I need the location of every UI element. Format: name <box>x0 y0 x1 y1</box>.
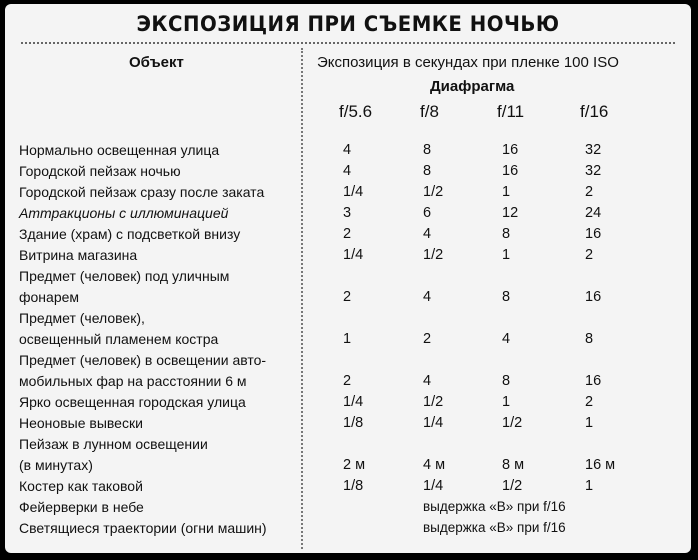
title-divider <box>21 42 675 44</box>
table-row <box>5 434 691 454</box>
exposure-value: 1/4 <box>343 247 364 263</box>
exposure-value: 1/2 <box>502 478 523 494</box>
exposure-value: 24 <box>585 205 602 221</box>
exposure-value: 6 <box>423 205 432 221</box>
table-row <box>5 245 691 265</box>
row-label: мобильных фар на расстоянии 6 м <box>19 373 247 389</box>
exposure-value: 1/4 <box>423 415 444 431</box>
table-row <box>5 413 691 433</box>
exposure-value: 1/4 <box>423 478 444 494</box>
row-label: Городской пейзаж сразу после заката <box>19 184 265 200</box>
exposure-value: 4 <box>423 289 432 305</box>
table-row <box>5 497 691 517</box>
exposure-value: 32 <box>585 142 602 158</box>
table-row <box>5 140 691 160</box>
table-row <box>5 161 691 181</box>
exposure-value: 1 <box>343 331 352 347</box>
header-aperture: Диафрагма <box>430 78 515 95</box>
table-row <box>5 308 691 328</box>
exposure-value: 1/2 <box>423 394 444 410</box>
exposure-value: 8 <box>502 226 511 242</box>
exposure-value: 1 <box>502 184 511 200</box>
row-label: Предмет (человек) в освещении авто- <box>19 352 267 368</box>
exposure-value: 4 <box>423 226 432 242</box>
exposure-value: 1/8 <box>343 478 364 494</box>
fstop-header: f/11 <box>497 102 525 121</box>
exposure-value: 1 <box>502 247 511 263</box>
table-row <box>5 371 691 391</box>
exposure-value: 8 <box>502 373 511 389</box>
exposure-value: 8 <box>423 142 432 158</box>
row-label: Витрина магазина <box>19 247 138 263</box>
exposure-value: 2 <box>343 289 352 305</box>
table-row <box>5 392 691 412</box>
fstop-header: f/5.6 <box>339 102 373 121</box>
header-exposure: Экспозиция в секундах при пленке 100 ISO <box>317 54 619 71</box>
row-label: Костер как таковой <box>19 478 143 494</box>
exposure-value: 4 <box>423 373 432 389</box>
row-label: фонарем <box>19 289 80 305</box>
table-row <box>5 182 691 202</box>
row-label: Неоновые вывески <box>19 415 143 431</box>
exposure-value: 2 <box>585 184 594 200</box>
exposure-value: 1/2 <box>423 184 444 200</box>
exposure-value: 1/8 <box>343 415 364 431</box>
exposure-value: 8 <box>585 331 594 347</box>
row-label: Предмет (человек) под уличным <box>19 268 230 284</box>
exposure-value: 2 <box>423 331 432 347</box>
exposure-value: 2 <box>585 247 594 263</box>
page-title: ЭКСПОЗИЦИЯ ПРИ СЪЕМКЕ НОЧЬЮ <box>136 12 560 36</box>
exposure-value: 16 <box>585 226 602 242</box>
table-row <box>5 329 691 349</box>
exposure-value: 12 <box>502 205 519 221</box>
table-row <box>5 287 691 307</box>
exposure-value: 4 м <box>423 457 446 473</box>
table-row <box>5 455 691 475</box>
row-label: Ярко освещенная городская улица <box>19 394 246 410</box>
exposure-value: 1/2 <box>423 247 444 263</box>
exposure-value: 8 м <box>502 457 525 473</box>
exposure-value: 2 <box>343 226 352 242</box>
exposure-value: 1/4 <box>343 184 364 200</box>
row-label: Предмет (человек), <box>19 310 145 326</box>
table-row <box>5 224 691 244</box>
exposure-value: 16 <box>585 373 602 389</box>
exposure-value: 4 <box>343 142 352 158</box>
exposure-value: 4 <box>343 163 352 179</box>
table-row <box>5 350 691 370</box>
exposure-value: 8 <box>423 163 432 179</box>
row-label: освещенный пламенем костра <box>19 331 219 347</box>
exposure-value: 1/2 <box>502 415 523 431</box>
exposure-value: 16 <box>585 289 602 305</box>
exposure-value: 32 <box>585 163 602 179</box>
exposure-value: 2 <box>585 394 594 410</box>
table-row <box>5 476 691 496</box>
exposure-value: 16 <box>502 163 519 179</box>
row-label: Здание (храм) с подсветкой внизу <box>19 226 241 242</box>
row-label: Городской пейзаж ночью <box>19 163 181 179</box>
header-object: Объект <box>129 54 184 71</box>
exposure-value: 1 <box>502 394 511 410</box>
exposure-value: 2 м <box>343 457 366 473</box>
row-note: выдержка «В» при f/16 <box>423 499 566 514</box>
row-label: Аттракционы с иллюминацией <box>19 205 229 221</box>
exposure-value: 1 <box>585 415 594 431</box>
table-card <box>5 4 691 553</box>
exposure-value: 3 <box>343 205 352 221</box>
exposure-value: 16 м <box>585 457 616 473</box>
fstop-header: f/8 <box>420 102 439 121</box>
row-label: Светящиеся траектории (огни машин) <box>19 520 267 536</box>
row-note: выдержка «В» при f/16 <box>423 520 566 535</box>
table-row <box>5 518 691 538</box>
exposure-value: 8 <box>502 289 511 305</box>
table-row <box>5 203 691 223</box>
row-label: Пейзаж в лунном освещении <box>19 436 208 452</box>
row-label: Фейерверки в небе <box>19 499 144 515</box>
exposure-value: 1 <box>585 478 594 494</box>
table-row <box>5 266 691 286</box>
exposure-value: 4 <box>502 331 511 347</box>
exposure-value: 16 <box>502 142 519 158</box>
exposure-value: 2 <box>343 373 352 389</box>
exposure-value: 1/4 <box>343 394 364 410</box>
row-label: (в минутах) <box>19 457 93 473</box>
row-label: Нормально освещенная улица <box>19 142 220 158</box>
fstop-header: f/16 <box>580 102 609 121</box>
